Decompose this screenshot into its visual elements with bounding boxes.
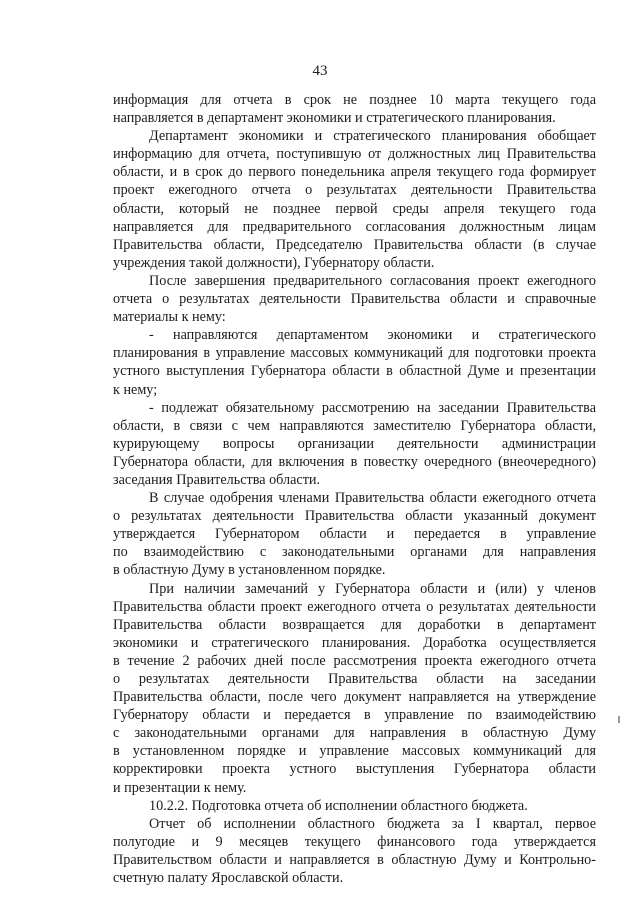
page-number: 43 bbox=[312, 63, 328, 79]
text-line: и презентации к нему. bbox=[113, 779, 247, 796]
paragraph-p2 bbox=[113, 127, 596, 272]
text-line: о результатах деятельности Правительства области на заседании bbox=[113, 671, 596, 687]
text-line: - направляются департаментом экономики и стратегического bbox=[149, 327, 596, 344]
paragraph-p8 bbox=[113, 797, 596, 815]
text-line: в течение 2 рабочих дней после рассмотрения проекта ежегодного отчета bbox=[113, 652, 596, 669]
text-line: о результатах деятельности Правительства области указанный документ bbox=[113, 508, 596, 525]
text-line: Правительства области возвращается для доработки в департамент bbox=[113, 616, 596, 633]
text-line: Правительством области и направляется в областную Думу и Контрольно- bbox=[113, 851, 596, 868]
text-line: области, в связи с чем направляются заместителю Губернатора области, bbox=[113, 417, 596, 434]
text-line: отчета о результатах деятельности Правительства области и справочные bbox=[113, 291, 596, 308]
text-line: области, и в срок до первого понедельника апреля текущего года формирует bbox=[113, 164, 596, 181]
text-line: в установленном порядке и управление массовых коммуникаций для bbox=[113, 743, 596, 760]
paragraph-p9 bbox=[113, 815, 596, 887]
text-line: полугодие и 9 месяцев текущего финансового года утверждается bbox=[113, 833, 596, 850]
text-line: устного выступления Губернатора области в областной Думе и презентации bbox=[113, 363, 596, 380]
text-line: Отчет об исполнении областного бюджета за I квартал, первое bbox=[149, 815, 596, 832]
paragraph-p4 bbox=[113, 326, 596, 398]
document-body bbox=[113, 91, 596, 887]
text-line: счетную палату Ярославской области. bbox=[113, 870, 344, 887]
scan-artifact-mark bbox=[618, 716, 620, 723]
text-line: проект ежегодного отчета о результатах деятельности Правительства bbox=[113, 182, 596, 199]
text-line: Губернатору области и передается в управление по взаимодействию bbox=[113, 707, 596, 724]
text-line: области, который не позднее первой среды апреля текущего года bbox=[113, 200, 596, 217]
text-line: утверждается Губернатором области и передается в управление bbox=[113, 526, 596, 543]
text-line: с законодательными органами для направления в областную Думу bbox=[113, 725, 596, 742]
text-line: Департамент экономики и стратегического планирования обобщает bbox=[149, 128, 596, 145]
paragraph-p3 bbox=[113, 272, 596, 326]
text-line: к нему; bbox=[113, 381, 158, 398]
text-line: При наличии замечаний у Губернатора области и (или) у членов bbox=[149, 580, 596, 597]
text-line: материалы к нему: bbox=[113, 309, 226, 326]
text-line: курирующему вопросы организации деятельности администрации bbox=[113, 435, 596, 452]
text-line: 10.2.2. Подготовка отчета об исполнении областного бюджета. bbox=[149, 797, 528, 814]
text-line: направляется для предварительного согласования должностным лицам bbox=[113, 218, 596, 235]
paragraph-p5 bbox=[113, 399, 596, 489]
text-line: экономики и стратегического планирования. Доработка осуществляется bbox=[113, 634, 596, 651]
text-line: Правительства области проект ежегодного отчета о результатах деятельности bbox=[113, 598, 596, 615]
text-line: в областную Думу в установленном порядке. bbox=[113, 562, 386, 579]
text-line: планирования в управление массовых коммуникаций для подготовки проекта bbox=[113, 345, 596, 362]
text-line: учреждения такой должности), Губернатору области. bbox=[113, 254, 435, 271]
text-line: - подлежат обязательному рассмотрению на заседании Правительства bbox=[149, 399, 596, 416]
paragraph-p7 bbox=[113, 580, 596, 797]
text-line: информацию для отчета, поступившую от должностных лиц Правительства bbox=[113, 146, 596, 163]
text-line: Правительства области, Председателю Правительства области (в случае bbox=[113, 236, 596, 253]
text-line: направляется в департамент экономики и стратегического планирования. bbox=[113, 110, 556, 127]
text-line: В случае одобрения членами Правительства области ежегодного отчета bbox=[149, 490, 596, 507]
paragraph-p6 bbox=[113, 489, 596, 579]
text-line: Губернатора области, для включения в повестку очередного (внеочередного) bbox=[113, 453, 596, 470]
text-line: Правительства области, после чего документ направляется на утверждение bbox=[113, 689, 596, 706]
text-line: После завершения предварительного согласования проект ежегодного bbox=[149, 272, 596, 289]
text-line: информация для отчета в срок не позднее 10 марта текущего года bbox=[113, 92, 596, 108]
paragraph-p1 bbox=[113, 91, 596, 127]
text-line: заседания Правительства области. bbox=[113, 471, 321, 488]
text-line: корректировки проекта устного выступления Губернатора области bbox=[113, 761, 596, 778]
text-line: по взаимодействию с законодательными органами для направления bbox=[113, 544, 596, 561]
